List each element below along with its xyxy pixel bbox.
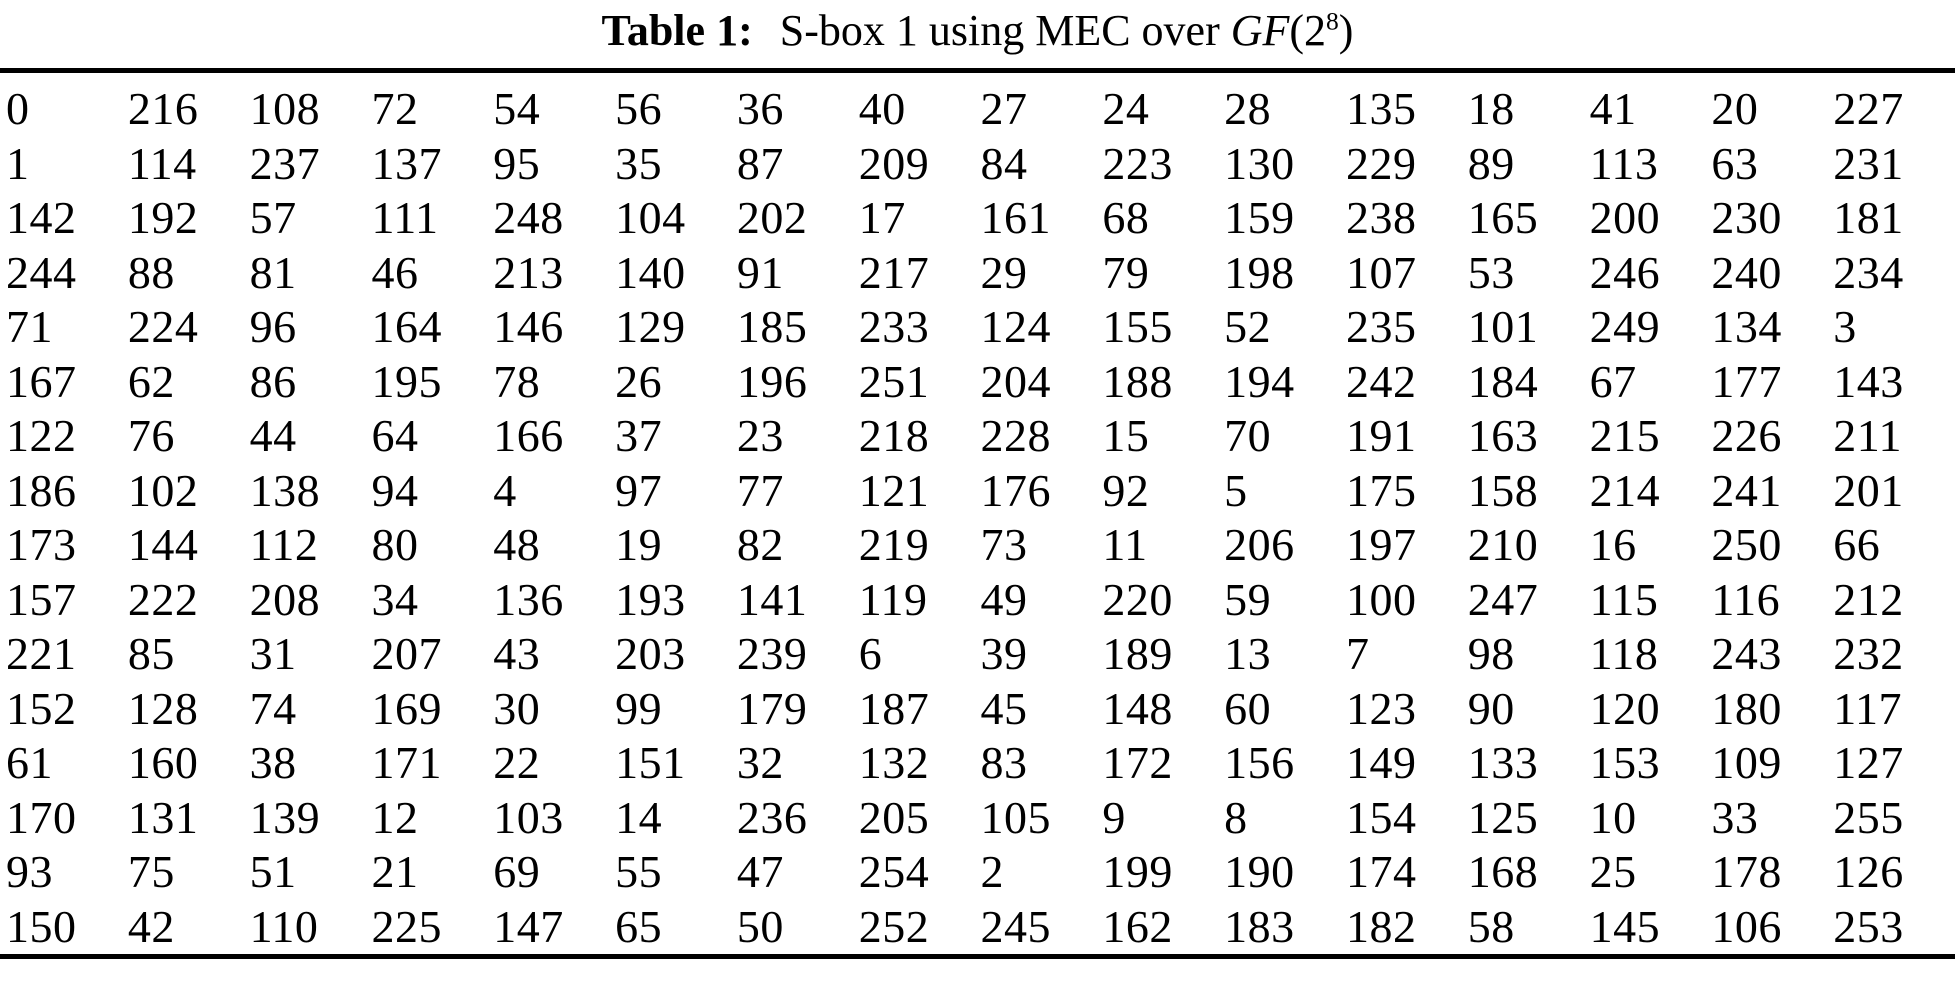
table-cell: 184	[1467, 355, 1539, 407]
table-cell: 52	[1224, 301, 1272, 352]
table-cell: 117	[1833, 682, 1902, 734]
table-row	[6, 82, 1955, 137]
table-cell: 37	[615, 410, 663, 461]
table-cell: 205	[858, 791, 930, 843]
table-cell: 251	[858, 355, 930, 407]
table-cell: 78	[493, 355, 541, 407]
table-cell: 69	[493, 846, 541, 897]
table-cell: 72	[371, 83, 419, 134]
table-cell: 25	[1589, 846, 1637, 897]
table-cell: 175	[1345, 464, 1417, 516]
table-cell: 26	[615, 355, 663, 407]
table-cell: 234	[1833, 246, 1904, 298]
table-cell: 55	[615, 846, 663, 897]
table-cell: 10	[1589, 791, 1637, 843]
table-cell: 253	[1833, 900, 1904, 952]
table-cell: 21	[371, 846, 419, 897]
table-cell: 12	[371, 791, 419, 843]
table-cell: 95	[493, 137, 541, 189]
table-cell: 41	[1589, 83, 1637, 134]
table-cell: 249	[1589, 301, 1661, 352]
table-row	[6, 518, 1955, 573]
table-cell: 243	[1711, 628, 1782, 679]
table-cell: 98	[1467, 628, 1515, 679]
table-cell: 33	[1711, 791, 1759, 843]
table-cell: 61	[6, 737, 53, 788]
table-cell: 212	[1833, 573, 1904, 625]
table-cell: 5	[1224, 464, 1248, 516]
table-row	[6, 191, 1955, 246]
table-cell: 7	[1345, 628, 1370, 679]
math-open-paren: (2	[1289, 6, 1327, 55]
table-cell: 1	[6, 137, 30, 189]
table-row	[6, 682, 1955, 737]
table-cell: 198	[1224, 246, 1295, 298]
table-cell: 227	[1833, 83, 1904, 134]
table-cell: 237	[249, 137, 321, 189]
table-cell: 229	[1345, 137, 1417, 189]
table-cell: 214	[1589, 464, 1661, 516]
table-cell: 222	[127, 573, 199, 625]
table-cell: 94	[371, 464, 419, 516]
table-cell: 225	[371, 900, 442, 952]
table-cell: 51	[249, 846, 297, 897]
table-row	[6, 137, 1955, 192]
table-cell: 111	[371, 192, 439, 243]
table-cell: 213	[493, 246, 564, 298]
table-cell: 167	[6, 355, 77, 407]
table-cell: 151	[615, 737, 686, 788]
table-cell: 241	[1711, 464, 1782, 516]
table-cell: 48	[493, 519, 541, 570]
table-cell: 19	[615, 519, 663, 570]
table-cell: 63	[1711, 137, 1759, 189]
table-cell: 103	[493, 791, 564, 843]
table-cell: 107	[1345, 246, 1417, 298]
table-cell: 254	[858, 846, 930, 897]
table-cell: 47	[736, 846, 784, 897]
table-cell: 64	[371, 410, 419, 461]
table-cell: 161	[980, 192, 1051, 243]
table-row	[6, 845, 1955, 900]
table-cell: 185	[736, 301, 808, 352]
table-cell: 140	[615, 246, 686, 298]
sbox-table	[0, 73, 1955, 954]
table-cell: 58	[1467, 900, 1515, 952]
table-cell: 226	[1711, 410, 1782, 461]
table-cell: 200	[1589, 192, 1661, 243]
table-cell: 105	[980, 791, 1051, 843]
table-cell: 23	[736, 410, 784, 461]
table-cell: 202	[736, 192, 808, 243]
table-cell: 36	[736, 83, 784, 134]
table-cell: 38	[249, 737, 297, 788]
table-cell: 166	[493, 410, 564, 461]
table-cell: 170	[6, 791, 77, 843]
table-cell: 70	[1224, 410, 1272, 461]
table-cell: 219	[858, 519, 930, 570]
table-cell: 3	[1833, 301, 1857, 352]
table-cell: 189	[1102, 628, 1173, 679]
table-cell: 236	[736, 791, 808, 843]
table-cell: 228	[980, 410, 1051, 461]
table-cell: 28	[1224, 83, 1272, 134]
table-cell: 146	[493, 301, 564, 352]
table-cell: 131	[127, 791, 199, 843]
table-cell: 20	[1711, 83, 1759, 134]
math-gf-symbol: GF	[1230, 6, 1290, 55]
table-cell: 196	[736, 355, 808, 407]
table-cell: 176	[980, 464, 1051, 516]
table-cell: 195	[371, 355, 442, 407]
table-cell: 201	[1833, 464, 1904, 516]
table-cell: 93	[6, 846, 53, 897]
math-exponent: 8	[1326, 6, 1339, 36]
table-cell: 133	[1467, 737, 1539, 788]
table-cell: 147	[493, 900, 564, 952]
table-cell: 197	[1345, 519, 1417, 570]
table-cell: 9	[1102, 791, 1126, 843]
table-cell: 39	[980, 628, 1028, 679]
table-row	[6, 627, 1955, 682]
table-cell: 27	[980, 83, 1028, 134]
table-cell: 88	[127, 246, 175, 298]
table-cell: 209	[858, 137, 930, 189]
table-cell: 46	[371, 246, 419, 298]
table-cell: 8	[1224, 791, 1248, 843]
table-cell: 138	[249, 464, 321, 516]
table-cell: 149	[1345, 737, 1417, 788]
table-cell: 153	[1589, 737, 1661, 788]
table-cell: 206	[1224, 519, 1295, 570]
table-cell: 239	[736, 628, 808, 679]
table-cell: 163	[1467, 410, 1539, 461]
table-cell: 45	[980, 682, 1028, 734]
table-cell: 255	[1833, 791, 1904, 843]
table-cell: 126	[1833, 846, 1904, 897]
table-cell: 116	[1711, 573, 1781, 625]
table-cell: 252	[858, 900, 930, 952]
table-cell: 182	[1345, 900, 1417, 952]
table-cell: 217	[858, 246, 930, 298]
table-cell: 66	[1833, 519, 1881, 570]
table-cell: 96	[249, 301, 297, 352]
table-cell: 120	[1589, 682, 1661, 734]
table-cell: 245	[980, 900, 1051, 952]
table-cell: 188	[1102, 355, 1173, 407]
table-cell: 127	[1833, 737, 1904, 788]
table-cell: 84	[980, 137, 1028, 189]
table-cell: 44	[249, 410, 297, 461]
table-cell: 49	[980, 573, 1028, 625]
table-cell: 99	[615, 682, 663, 734]
table-cell: 178	[1711, 846, 1782, 897]
table-cell: 112	[249, 519, 319, 570]
table-cell: 220	[1102, 573, 1173, 625]
table-cell: 15	[1102, 410, 1150, 461]
table-cell: 144	[127, 519, 199, 570]
table-cell: 81	[249, 246, 297, 298]
table-cell: 145	[1589, 900, 1661, 952]
table-cell: 75	[127, 846, 175, 897]
table-cell: 246	[1589, 246, 1661, 298]
table-cell: 17	[858, 192, 906, 243]
table-row	[6, 409, 1955, 464]
table-cell: 168	[1467, 846, 1539, 897]
table-cell: 128	[127, 682, 199, 734]
table-cell: 186	[6, 464, 77, 516]
table-cell: 85	[127, 628, 175, 679]
table-cell: 57	[249, 192, 297, 243]
table-cell: 104	[615, 192, 686, 243]
table-cell: 0	[6, 83, 30, 134]
table-cell: 118	[1589, 628, 1659, 679]
table-cell: 68	[1102, 192, 1150, 243]
table-cell: 148	[1102, 682, 1173, 734]
table-cell: 43	[493, 628, 541, 679]
table-cell: 97	[615, 464, 663, 516]
table-cell: 173	[6, 519, 77, 570]
table-cell: 165	[1467, 192, 1539, 243]
table-cell: 100	[1345, 573, 1417, 625]
table-cell: 204	[980, 355, 1051, 407]
table-cell: 216	[127, 83, 199, 134]
table-caption: S-box 1 using MEC over	[779, 6, 1220, 55]
table-cell: 101	[1467, 301, 1539, 352]
table-cell: 53	[1467, 246, 1515, 298]
table-cell: 171	[371, 737, 442, 788]
table-cell: 211	[1833, 410, 1902, 461]
table-cell: 172	[1102, 737, 1173, 788]
table-cell: 34	[371, 573, 419, 625]
table-cell: 56	[615, 83, 663, 134]
table-cell: 59	[1224, 573, 1272, 625]
table-cell: 158	[1467, 464, 1539, 516]
table-cell: 80	[371, 519, 419, 570]
table-cell: 190	[1224, 846, 1295, 897]
table-cell: 177	[1711, 355, 1782, 407]
table-cell: 31	[249, 628, 297, 679]
math-close-paren: )	[1338, 6, 1354, 55]
table-cell: 18	[1467, 83, 1515, 134]
table-cell: 115	[1589, 573, 1659, 625]
table-cell: 24	[1102, 83, 1150, 134]
table-cell: 207	[371, 628, 442, 679]
table-cell: 29	[980, 246, 1028, 298]
table-row	[6, 573, 1955, 628]
table-cell: 247	[1467, 573, 1539, 625]
table-cell: 14	[615, 791, 663, 843]
table-title	[0, 0, 1955, 68]
table-cell: 157	[6, 573, 77, 625]
table-cell: 143	[1833, 355, 1904, 407]
table-cell: 248	[493, 192, 564, 243]
table-cell: 194	[1224, 355, 1295, 407]
table-cell: 83	[980, 737, 1028, 788]
bottom-rule	[0, 954, 1955, 959]
table-cell: 174	[1345, 846, 1417, 897]
table-cell: 82	[736, 519, 784, 570]
table-cell: 123	[1345, 682, 1417, 734]
table-cell: 113	[1589, 137, 1659, 189]
table-cell: 238	[1345, 192, 1417, 243]
table-cell: 137	[371, 137, 442, 189]
table-cell: 181	[1833, 192, 1904, 243]
table-cell: 92	[1102, 464, 1150, 516]
table-cell: 86	[249, 355, 297, 407]
table-cell: 2	[980, 846, 1004, 897]
table-cell: 119	[858, 573, 928, 625]
table-cell: 233	[858, 301, 930, 352]
table-cell: 162	[1102, 900, 1173, 952]
table-cell: 154	[1345, 791, 1417, 843]
table-cell: 235	[1345, 301, 1417, 352]
table-cell: 110	[249, 900, 319, 952]
table-cell: 139	[249, 791, 321, 843]
table-cell: 141	[736, 573, 808, 625]
table-row	[6, 355, 1955, 410]
table-cell: 210	[1467, 519, 1539, 570]
table-cell: 65	[615, 900, 663, 952]
table-cell: 50	[736, 900, 784, 952]
table-cell: 89	[1467, 137, 1515, 189]
table-cell: 180	[1711, 682, 1782, 734]
table-cell: 79	[1102, 246, 1150, 298]
table-cell: 192	[127, 192, 199, 243]
table-cell: 87	[736, 137, 784, 189]
table-cell: 108	[249, 83, 321, 134]
table-cell: 208	[249, 573, 321, 625]
table-cell: 132	[858, 737, 930, 788]
table-cell: 221	[6, 628, 77, 679]
table-cell: 203	[615, 628, 686, 679]
table-cell: 109	[1711, 737, 1782, 788]
table-cell: 30	[493, 682, 541, 734]
table-cell: 114	[127, 137, 197, 189]
table-row	[6, 791, 1955, 846]
table-cell: 232	[1833, 628, 1904, 679]
table-cell: 155	[1102, 301, 1173, 352]
table-cell: 135	[1345, 83, 1417, 134]
table-cell: 32	[736, 737, 784, 788]
table-cell: 90	[1467, 682, 1515, 734]
table-cell: 122	[6, 410, 77, 461]
table-cell: 136	[493, 573, 564, 625]
table-cell: 199	[1102, 846, 1173, 897]
table-cell: 156	[1224, 737, 1295, 788]
table-number-label: Table 1:	[601, 6, 753, 55]
table-cell: 124	[980, 301, 1051, 352]
table-cell: 159	[1224, 192, 1295, 243]
table-cell: 73	[980, 519, 1028, 570]
table-cell: 231	[1833, 137, 1904, 189]
table-cell: 169	[371, 682, 442, 734]
table-cell: 76	[127, 410, 175, 461]
table-cell: 121	[858, 464, 930, 516]
table-cell: 187	[858, 682, 930, 734]
table-cell: 150	[6, 900, 77, 952]
table-cell: 106	[1711, 900, 1782, 952]
table-cell: 6	[858, 628, 883, 679]
table-cell: 240	[1711, 246, 1782, 298]
table-cell: 62	[127, 355, 175, 407]
table-cell: 129	[615, 301, 686, 352]
table-cell: 183	[1224, 900, 1295, 952]
table-cell: 125	[1467, 791, 1539, 843]
table-cell: 224	[127, 301, 199, 352]
table-cell: 130	[1224, 137, 1295, 189]
table-cell: 102	[127, 464, 199, 516]
table-cell: 13	[1224, 628, 1272, 679]
table-cell: 60	[1224, 682, 1272, 734]
table-cell: 67	[1589, 355, 1637, 407]
table-cell: 160	[127, 737, 199, 788]
table-cell: 42	[127, 900, 175, 952]
table-cell: 250	[1711, 519, 1782, 570]
table-cell: 40	[858, 83, 906, 134]
table-cell: 71	[6, 301, 53, 352]
table-cell: 4	[493, 464, 517, 516]
table-cell: 77	[736, 464, 784, 516]
table-row	[6, 900, 1955, 955]
table-row	[6, 300, 1955, 355]
table-cell: 242	[1345, 355, 1417, 407]
table-cell: 35	[615, 137, 663, 189]
table-cell: 244	[6, 246, 77, 298]
table-cell: 16	[1589, 519, 1637, 570]
table-row	[6, 464, 1955, 519]
table-cell: 215	[1589, 410, 1661, 461]
table-cell: 191	[1345, 410, 1417, 461]
table-cell: 152	[6, 682, 77, 734]
table-cell: 218	[858, 410, 930, 461]
table-cell: 193	[615, 573, 686, 625]
table-cell: 230	[1711, 192, 1782, 243]
table-row	[6, 736, 1955, 791]
table-cell: 11	[1102, 519, 1148, 570]
table-cell: 74	[249, 682, 297, 734]
table-cell: 91	[736, 246, 784, 298]
table-cell: 54	[493, 83, 541, 134]
table-row	[6, 246, 1955, 301]
table-cell: 164	[371, 301, 442, 352]
table-cell: 179	[736, 682, 808, 734]
table-cell: 22	[493, 737, 541, 788]
table-cell: 223	[1102, 137, 1173, 189]
table-cell: 134	[1711, 301, 1782, 352]
table-cell: 142	[6, 192, 77, 243]
